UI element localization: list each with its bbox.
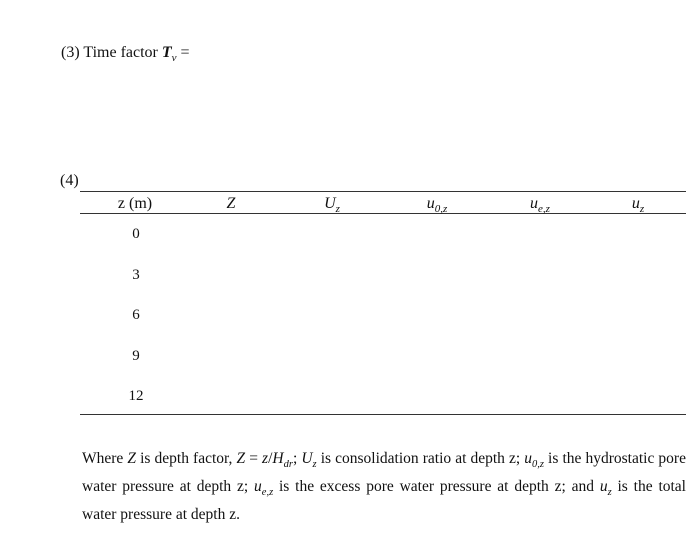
consolidation-ratio-symbol: U xyxy=(324,195,336,212)
excess-pressure-symbol: u xyxy=(530,195,539,212)
definitions-note xyxy=(82,448,686,526)
question-3-time-factor xyxy=(61,44,190,64)
note-text: is the total water pressure at depth z. xyxy=(82,478,686,524)
note-subscript: z xyxy=(312,459,317,471)
consolidation-ratio-subscript: z xyxy=(335,203,340,216)
note-symbol: u xyxy=(254,478,262,496)
note-text: is consolidation ratio at depth z; xyxy=(316,450,525,467)
note-subscript: dr xyxy=(283,459,293,471)
header-depth-factor xyxy=(227,195,236,213)
note-text: ; xyxy=(292,450,302,467)
time-factor-symbol xyxy=(161,44,177,65)
note-symbol: U xyxy=(301,450,313,467)
note-symbol: Z xyxy=(127,450,137,467)
header-excess-pressure xyxy=(530,195,550,215)
header-consolidation-ratio xyxy=(324,195,340,215)
table-top-rule xyxy=(80,191,686,192)
table-header-rule xyxy=(80,213,686,214)
time-factor-letter: T xyxy=(161,44,172,61)
note-symbol: H xyxy=(272,450,284,467)
note-text: Where xyxy=(82,450,128,467)
header-hydrostatic-pressure xyxy=(427,195,448,215)
note-symbol: z xyxy=(262,450,269,467)
question-3-equals: = xyxy=(176,44,190,61)
note-text: is the excess pore water pressure at depth z; and xyxy=(273,478,600,496)
total-pressure-subscript: z xyxy=(639,203,645,216)
hydrostatic-pressure-symbol: u xyxy=(426,195,435,212)
note-text: = xyxy=(245,450,263,467)
total-pressure-symbol: u xyxy=(631,195,640,212)
note-subscript: 0,z xyxy=(532,459,544,471)
note-symbol: u xyxy=(599,478,608,496)
note-symbol: Z xyxy=(236,450,246,467)
table-row-depth: 3 xyxy=(132,267,140,283)
time-factor-subscript: v xyxy=(171,52,177,65)
header-total-pressure xyxy=(632,195,644,215)
table-row-depth: 9 xyxy=(132,348,140,364)
note-text: / xyxy=(268,450,273,467)
table-bottom-rule xyxy=(80,414,686,415)
note-text: is the hydrostatic pore water pressure at depth z; xyxy=(82,450,686,496)
depth-factor-symbol: Z xyxy=(226,195,236,212)
note-text: is depth factor, xyxy=(136,450,237,467)
header-depth: z (m) xyxy=(117,195,153,212)
note-subscript: z xyxy=(607,487,612,499)
table-row-depth: 0 xyxy=(132,226,140,242)
question-3-prefix: (3) Time factor xyxy=(61,44,162,61)
table-row-depth: 12 xyxy=(128,388,144,404)
excess-pressure-subscript: e,z xyxy=(538,203,550,216)
question-4-label: (4) xyxy=(60,172,79,189)
table-row-depth: 6 xyxy=(132,307,140,323)
hydrostatic-pressure-subscript: 0,z xyxy=(434,203,448,216)
note-subscript: e,z xyxy=(261,487,274,499)
note-symbol: u xyxy=(524,450,532,467)
